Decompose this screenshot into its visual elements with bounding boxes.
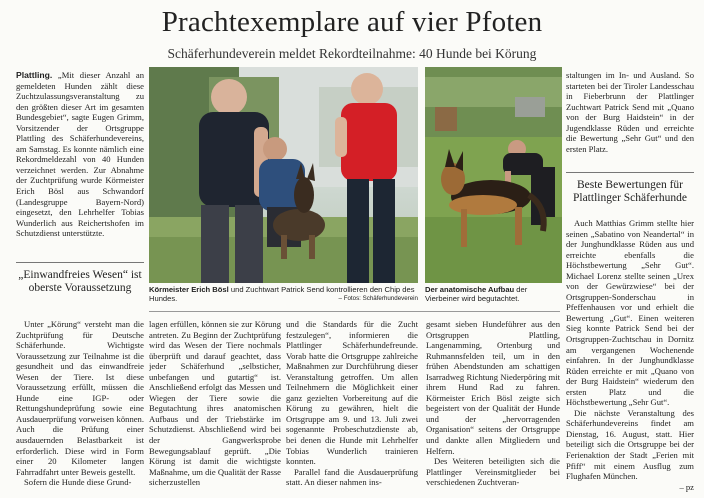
caption-lead: Körmeister Erich Bösl — [149, 285, 229, 294]
article-column-4 — [426, 319, 560, 497]
article-intro — [16, 70, 144, 256]
paragraph: Die nächste Veranstaltung des Schäferhundevereins findet am Dienstag, 16. August, statt. Hier beteiligt sich die Ortsgruppe bei der Ferienaktion der Stadt „Ferien mit Pfiff“ mit einem Ausflug zum Flughafen München. — [566, 407, 694, 482]
article-column-5-top — [566, 70, 694, 168]
paragraph: staltungen im In- und Ausland. So starteten bei der Tiroler Landesschau in Fieberbrunn der Plattlinger Zuchtwart Patrick Send mit „Quano von der Burg Haidstein“ in der Jugendklasse Rüden und erreichte die Bewertung „Sehr Gut“ und den ersten Platz. — [566, 70, 694, 154]
column-divider — [149, 311, 560, 312]
kicker-left: „Einwandfreies Wesen“ ist oberste Voraussetzung — [16, 262, 144, 295]
paragraph: lagen erfüllen, können sie zur Körung antreten. Zu Beginn der Zuchtprüfung wird das Wesen der Tiere nochmals überprüft und darauf geachtet, dass jeder Schäferhund „selbsticher, unbefangen und gutartig“ ist. Anschließend erfolgt das Messen und Wiegen der Tiere sowie die Begutachtung ihres anatomischen Aufbaus und der Triebstärke im Schutzdienst. Abschließend wird bei der Gangwerksprobe Bewegungsablauf geprüft. „Die Körung ist damit die wichtigste Maßnahme, um die Qualität der Rasse sicherzustellen — [149, 319, 281, 488]
intro-text: „Mit dieser Anzahl an gemeldeten Hunden zählt diese Zuchtzulassungsveranstaltung zu den größten dieser Art im gesamten Bundesgebiet“, sagte Eugen Grimm, Vorsitzender der Ortsgruppe Plattling des Schäferhundevereins, am Samstag. Es konnte nämlich eine Rekordmeldezahl von 40 Hunden verzeichnet werden. Zur Abnahme der Zuchtprüfung wurde Körmeister Erich Bösl aus Schwandorf (Landesgruppe Bayern-Nord) eingesetzt, den Lehrhelfer Tobias Wunderlich aus Reichertshofen im Schutzdienst unterstützte. — [16, 70, 144, 239]
dateline: Plattling. — [16, 70, 53, 80]
article-column-5-bottom — [566, 218, 694, 497]
caption-text: und Zuchtwart Patrick Send kontrollieren den Chip des Hundes. — [149, 285, 415, 304]
paragraph: Des Weiteren beteiligten sich die Plattlinger Vereinsmitglieder bei verschiedenen Zuchtveran- — [426, 456, 560, 488]
author-signature: – pz — [679, 481, 694, 492]
photo-anatomy-check — [425, 67, 562, 283]
caption-lead: Der anatomische Aufbau — [425, 285, 515, 294]
article-column-1 — [16, 319, 144, 497]
paragraph: Parallel fand die Ausdauerprüfung statt. An dieser nahmen ins- — [286, 466, 418, 488]
photo-chip-check — [149, 67, 418, 283]
article-column-2 — [149, 319, 281, 497]
paragraph: und die Standards für die Zucht festzulegen“, informieren die Plattlinger Schäferhundefreunde. Vorab hatte die Ortsgruppe zahlreiche Maßnahmen zur Durchführung dieser Veranstaltung getroffen. Um allen Teilnehmern die Möglichkeit einer ganz gezielten Vorbereitung auf die Körung zu gewähren, hielt die Ortsgruppe am 9. und 13. Juli zwei sogenannte Probeschutzdienste ab, bei denen die Hunde mit Lehrhelfer Tobias Wunderlich trainieren konnten. — [286, 319, 418, 467]
paragraph: Sofern die Hunde diese Grund- — [24, 477, 132, 488]
headline: Prachtexemplare auf vier Pfoten — [161, 6, 543, 38]
paragraph: gesamt sieben Hundeführer aus den Ortsgruppen Plattling, Langenamming, Ortenburg und Ruhmannsfelden teil, um in den frühen Abendstunden am schattigen Isarradweg Richtung Niederpöring mit ihrem Hund Rad zu fahren. Körmeister Erich Bösl zeigte sich begeistert von der Qualität der Hunde und der „hervorragenden Organisation“ seitens der Ortsgruppe und dankte allen Mitgliedern und Helfern. — [426, 319, 560, 456]
caption-text: der Vierbeiner wird begutachtet. — [425, 285, 528, 304]
article-column-3 — [286, 319, 418, 497]
photo-anatomy-check-caption — [425, 285, 562, 304]
photo-chip-check-image — [149, 67, 418, 283]
photo-anatomy-check-image — [425, 67, 562, 283]
photo-chip-check-caption — [149, 285, 418, 304]
paragraph: Unter „Körung“ versteht man die Zuchtprüfung für Deutsche Schäferhunde. Wichtigste Voraussetzung zur Teilnahme ist die gesundheit und das einwandfreie Wesen der Tiere. Ist diese Voraussetzung erfüllt, müssen die Hunde eine IGP- oder Rettungshundeprüfung sowie eine Ausdauerprüfung vorweisen können. Auch die Prüfung einer ausdauernden Belastbarkeit ist erforderlich. Diese wird in Form einer 20 Kilometer langen Fahrradfahrt unter Beweis gestellt. — [16, 319, 144, 477]
paragraph: Auch Matthias Grimm stellte hier seinen „Sabatino von Neandertal“ in der Junghundklasse Rüden aus und erreichte ebenfalls die Höchstbewertung „Sehr Gut“. Michael Lorenz stellte seinen „Urex von der Gewürzwiese“ bei der Ortsgruppen-Sonderschau in Pfeffenhausen vor und erhielt die Bewertung „Gut“. Einen weiteren Sieg konnte Patrick Send bei der Ortsgruppen-Zuchtschau in Dornitz am vergangenen Wochenende einfahren. In der Junghundklasse Rüden erreichte er mit „Quano von der Burg Haidstein“ wiederum den ersten Platz und die Höchstbewertung „Sehr Gut“. — [566, 218, 694, 408]
kicker-right: Beste Bewertungen für Plattlinger Schäferhunde — [566, 172, 694, 205]
photo-credit: – Fotos: Schäferhundeverein — [338, 295, 418, 303]
subheadline: Schäferhundeverein meldet Rekordteilnahme: 40 Hunde bei Körung — [167, 46, 537, 61]
